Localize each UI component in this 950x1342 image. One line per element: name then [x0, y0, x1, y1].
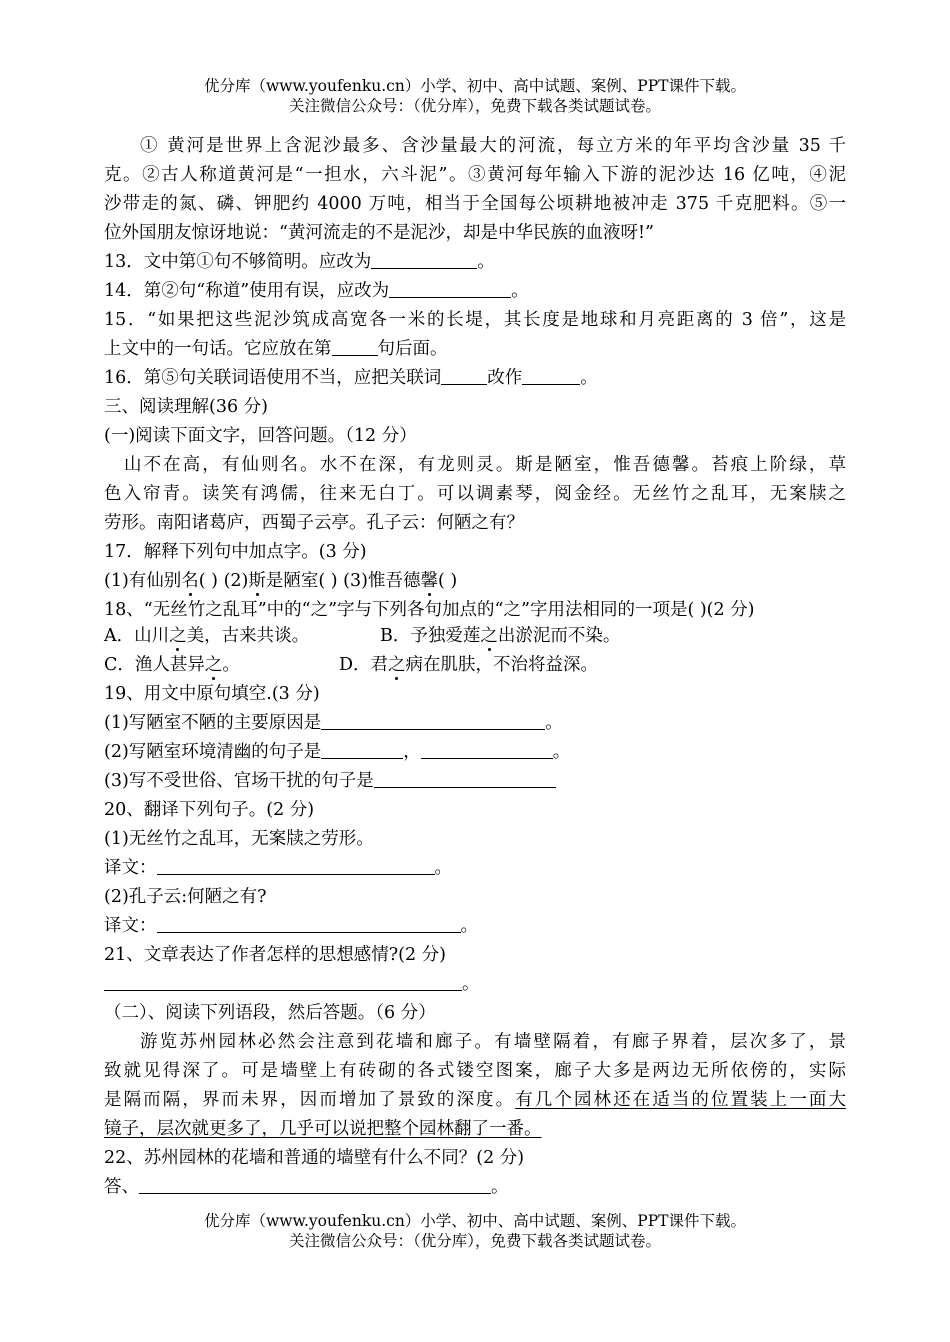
q16-blank-1[interactable]: [441, 366, 487, 385]
q18-d-dotted-zhi: 之: [388, 655, 406, 675]
q18-options-ab: [104, 622, 846, 651]
q16-mid: 改作: [487, 368, 523, 388]
part2-line3: 是隔而隔，界而未界，因而增加了景致的深度。有几个园林还在适当的位置装上一面大: [104, 1090, 846, 1110]
q20-translation-2: 译文： 。: [104, 916, 478, 936]
question-14: [104, 277, 846, 306]
q17-item1-dotted-char: 名: [181, 571, 199, 591]
part2-line2: 致就见得深了。可是墙壁上有砖砌的各式镂空图案，廊子大多是两边无所依傍的，实际: [104, 1061, 846, 1081]
question-17-items: [104, 567, 846, 596]
q18-a-dotted-zhi: 之: [169, 626, 187, 646]
question-22-title: 22、苏州园林的花墙和普通的墙壁有什么不同？(2 分): [104, 1148, 525, 1168]
q22-answer: 答、 。: [104, 1177, 509, 1197]
q16-end: 。: [580, 368, 598, 388]
q19-blank-3[interactable]: [374, 769, 556, 788]
q17-item3-text: (3)惟吾德: [343, 571, 421, 591]
q19-blank-2b[interactable]: [421, 740, 553, 759]
question-21-title: 21、文章表达了作者怎样的思想感情?(2 分): [104, 945, 447, 965]
q13-answer-blank[interactable]: [371, 250, 477, 269]
q18-option-b[interactable]: B．予独爱莲之出淤泥而不染。: [380, 626, 621, 646]
passage1-line1: ① 黄河是世界上含泥沙最多、含沙量最大的河流，每立方米的年平均含沙量 35 千: [140, 136, 846, 156]
q14-answer-blank[interactable]: [389, 279, 511, 298]
section-3-title: 三、阅读理解(36 分): [104, 397, 268, 417]
page-header-line2: 关注微信公众号：（优分库），免费下载各类试题试卷。: [288, 97, 661, 115]
q17-item2-num: (2): [223, 571, 249, 591]
question-15-line1: 15．“如果把这些泥沙筑成高宽各一米的长堤，其长度是地球和月亮距离的 3 倍”，这是: [104, 310, 846, 330]
q15-text: 上文中的一句话。它应放在第: [104, 339, 332, 359]
q20-translation-1: 译文： 。: [104, 858, 452, 878]
q21-answer: 。: [104, 970, 846, 999]
page-footer-line1: 优分库（www.youfenku.cn）小学、初中、高中试题、案例、PPT课件下载。: [203, 1212, 747, 1230]
q19-blank-2a[interactable]: [321, 740, 403, 759]
part1-text-line3: 劳形。南阳诸葛庐，西蜀子云亭。孔子云：何陋之有？: [104, 513, 524, 533]
q20-blank-1[interactable]: [157, 856, 435, 875]
q13-text: 13．文中第①句不够简明。应改为: [104, 252, 372, 272]
q19-blank-1[interactable]: [321, 711, 545, 730]
q18-option-d[interactable]: D．君之病在肌肤，不治将益深。: [339, 655, 599, 675]
q20-sentence-2: (2)孔子云:何陋之有?: [104, 887, 267, 907]
question-17-title: 17．解释下列句中加点字。(3 分): [104, 542, 367, 562]
q20-sentence-1: (1)无丝竹之乱耳，无案牍之劳形。: [104, 829, 374, 849]
q18-option-c[interactable]: C．渔人甚异之。: [104, 655, 240, 675]
part2-underlined-sentence-b: 镜子，层次就更多了，几乎可以说把整个园林翻了一番。: [104, 1119, 542, 1139]
question-19-title: 19、用文中原句填空.(3 分): [104, 684, 320, 704]
part1-title: (一)阅读下面文字，回答问题。（12 分）: [104, 426, 417, 446]
question-15-line2: [104, 335, 846, 364]
q19-item2: (2)写陋室环境清幽的句子是 ， 。: [104, 742, 571, 762]
q22-blank[interactable]: [139, 1175, 491, 1194]
question-18-title: 18、“无丝竹之乱耳”中的“之”字与下列各句加点的“之”字用法相同的一项是( )(2 分): [104, 600, 755, 620]
part2-title: （二）、阅读下列语段，然后答题。（6 分）: [104, 1003, 436, 1023]
q19-item1: (1)写陋室不陋的主要原因是 。: [104, 713, 563, 733]
page-header-line1: 优分库（www.youfenku.cn）小学、初中、高中试题、案例、PPT课件下载。: [203, 77, 747, 95]
q17-item3-dotted-char: 馨: [420, 571, 438, 591]
q18-b-dotted-zhi: 之: [480, 626, 498, 646]
part1-text-line1: 山不在高，有仙则名。水不在深，有龙则灵。斯是陋室，惟吾德馨。苔痕上阶绿，草: [124, 455, 846, 475]
q15-answer-blank[interactable]: [332, 337, 378, 356]
q17-item1-text: (1)有仙别: [104, 571, 182, 591]
q17-item2-dotted-char: 斯: [248, 571, 266, 591]
question-20-title: 20、翻译下列句子。(2 分): [104, 800, 315, 820]
q14-text: 14．第②句“称道”使用有误，应改为: [104, 281, 390, 301]
q20-blank-2[interactable]: [157, 914, 461, 933]
page-footer-line2: 关注微信公众号：（优分库），免费下载各类试题试卷。: [288, 1232, 661, 1250]
q18-option-a[interactable]: A．山川之美，古来共谈。: [104, 626, 310, 646]
passage1-line3: 沙带走的氮、磷、钾肥约 4000 万吨，相当于全国每公顷耕地被冲走 375 千克肥料。⑤一: [104, 194, 846, 214]
q15-end: 句后面。: [377, 339, 448, 359]
q17-item2-paren[interactable]: 是陋室( ): [265, 571, 344, 591]
q13-end: 。: [477, 252, 495, 272]
part1-text-line2: 色入帘青。读笑有鸿儒，往来无白丁。可以调素琴，阅金经。无丝竹之乱耳，无案牍之: [104, 484, 846, 504]
question-13: [104, 248, 846, 277]
q17-item3-paren[interactable]: ( ): [437, 571, 458, 591]
question-16: [104, 364, 846, 393]
q18-c-dotted-zhi: 之: [204, 655, 223, 675]
q19-item3: (3)写不受世俗、官场干扰的句子是: [104, 767, 846, 796]
passage1-line2: 克。②古人称道黄河是“一担水，六斗泥”。③黄河每年输入下游的泥沙达 16 亿吨，④泥: [104, 165, 846, 185]
part2-underlined-sentence-a: 有几个园林还在适当的位置装上一面大: [515, 1090, 846, 1110]
q14-end: 。: [511, 281, 529, 301]
passage1-line4: 位外国朋友惊讶地说：“黄河流走的不是泥沙，却是中华民族的血液呀!”: [104, 223, 654, 243]
q21-blank[interactable]: [104, 972, 462, 991]
part2-line1: 游览苏州园林必然会注意到花墙和廊子。有墙壁隔着，有廊子界着，层次多了，景: [140, 1032, 846, 1052]
q16-text: 16．第⑤句关联词语使用不当，应把关联词: [104, 368, 442, 388]
q18-options-cd: [104, 651, 846, 680]
q16-blank-2[interactable]: [522, 366, 580, 385]
part2-line4: [104, 1115, 846, 1144]
q17-item1-paren[interactable]: ( ): [198, 571, 224, 591]
